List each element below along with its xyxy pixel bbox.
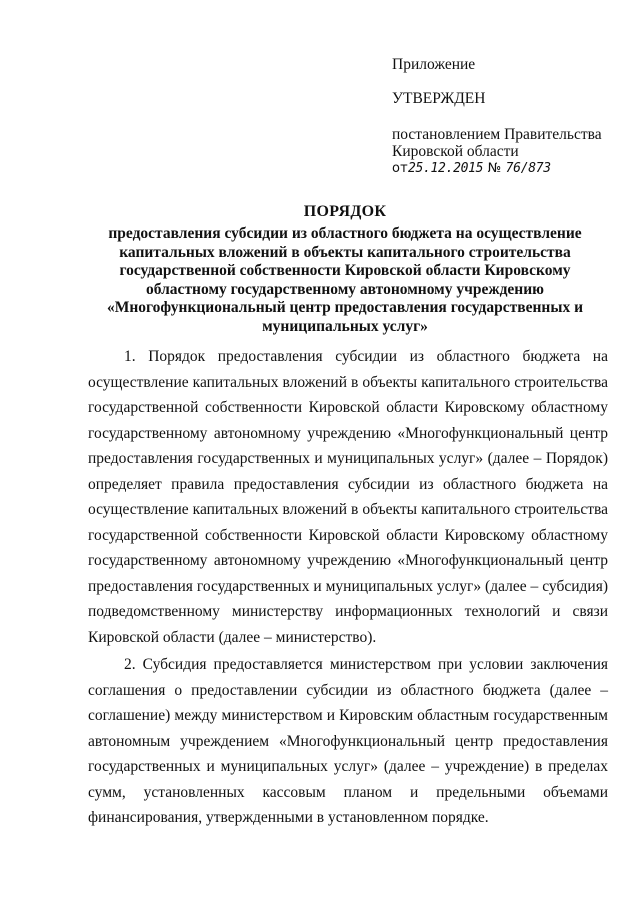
decree-line: постановлением Правительства bbox=[392, 126, 602, 143]
region-line: Кировской области bbox=[392, 143, 519, 160]
number-value: 76/873 bbox=[505, 161, 551, 176]
date-value: 25.12.2015 bbox=[407, 161, 484, 176]
date-prefix: от bbox=[392, 161, 408, 176]
number-prefix: № bbox=[487, 161, 502, 176]
document-title: ПОРЯДОК bbox=[303, 203, 387, 220]
paragraph-2: 2. Субсидия предоставляется министерством при условии заключения соглашения о предоставлении субсидии из областного бюджета (далее – соглашение) между министерством и Кировским областным государственным автономным учреждением «Многофункциональный центр предоставления государственных и муниципальных услуг» (далее – учреждение) в пределах сумм, установленных кассовым планом и предельными объемами финансирования, утвержденными в установленном порядке. bbox=[88, 656, 608, 826]
approved-stamp-text: УТВЕРЖДЕН bbox=[392, 90, 486, 107]
document-body bbox=[88, 344, 608, 831]
annex-label: Приложение bbox=[392, 56, 476, 73]
paragraph-1: 1. Порядок предоставления субсидии из областного бюджета на осуществление капитальных вложений в объекты капитального строительства государственной собственности Кировской области Кировскому областному государственному автономному учреждению «Многофункциональный центр предоставления государственных и муниципальных услуг» (далее – Порядок) определяет правила предоставления субсидии из областного бюджета на осуществление капитальных вложений в объекты капитального строительства государственной собственности Кировской области Кировскому областному государственному автономному учреждению «Многофункциональный центр предоставления государственных и муниципальных услуг» (далее – субсидия) подведомственному министерству информационных технологий и связи Кировской области (далее – министерство). bbox=[88, 348, 608, 646]
decree-date-number bbox=[392, 160, 632, 178]
document-title-block bbox=[96, 202, 594, 336]
document-subtitle: предоставления субсидии из областного бюджета на осуществление капитальных вложений в объекты капитального строительства государственной собственности Кировской области Кировскому областному государственному автономному учреждению «Многофункциональный центр предоставления государственных и муниципальных услуг» bbox=[106, 225, 584, 335]
